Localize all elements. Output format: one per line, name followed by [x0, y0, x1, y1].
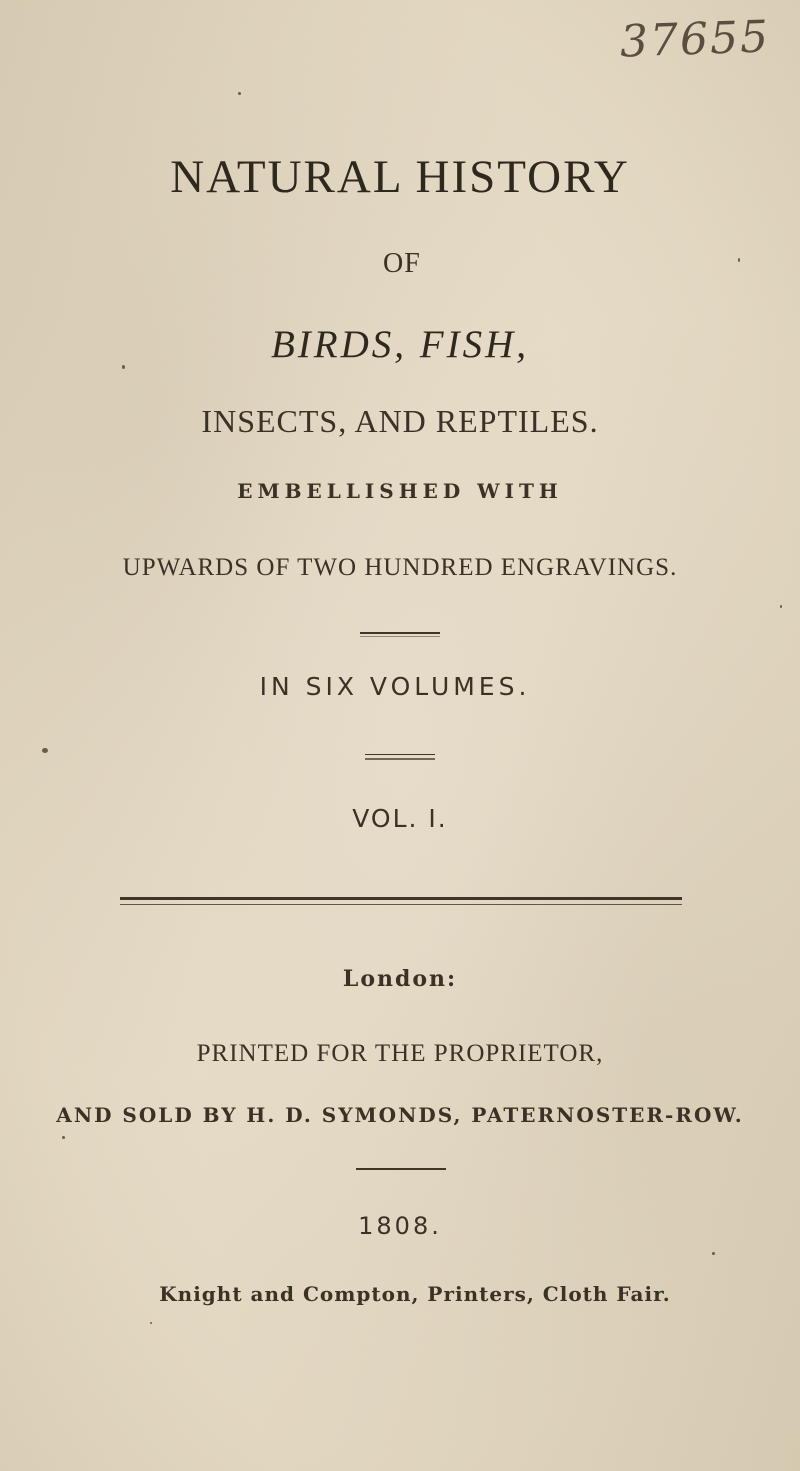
paper-speck	[712, 1252, 715, 1255]
divider-long-thick	[120, 897, 682, 900]
printers-line: Knight and Compton, Printers, Cloth Fair.	[159, 1282, 671, 1306]
divider-short-3	[356, 1168, 446, 1170]
shelfmark-number: 37655	[619, 11, 771, 68]
title-natural-history: NATURAL HISTORY	[170, 151, 630, 203]
paper-speck	[62, 1136, 65, 1139]
title-birds-fish: BIRDS, FISH,	[270, 323, 530, 366]
paper-speck	[238, 92, 241, 95]
paper-speck	[150, 1322, 152, 1324]
printed-for: PRINTED FOR THE PROPRIETOR,	[196, 1040, 604, 1067]
title-insects-reptiles: INSECTS, AND REPTILES.	[201, 403, 599, 439]
divider-short-2	[365, 754, 435, 755]
title-of: OF	[383, 248, 421, 279]
sold-by: AND SOLD BY H. D. SYMONDS, PATERNOSTER-ROW.	[56, 1103, 744, 1127]
embellished-with: EMBELLISHED WITH	[237, 479, 563, 503]
imprint-city: London:	[342, 966, 458, 992]
divider-long-thin	[120, 904, 682, 905]
divider-short-1b	[360, 636, 440, 637]
paper-speck	[42, 748, 48, 753]
paper-speck	[122, 365, 125, 369]
engravings-line: UPWARDS OF TWO HUNDRED ENGRAVINGS.	[122, 554, 678, 581]
divider-short-2b	[365, 758, 435, 760]
volume-number: VOL. I.	[352, 804, 448, 833]
paper-speck	[780, 605, 782, 608]
publication-year: 1808.	[358, 1212, 442, 1240]
paper-speck	[738, 258, 740, 262]
volumes-count: IN SIX VOLUMES.	[259, 672, 531, 701]
divider-short-1	[360, 632, 440, 634]
